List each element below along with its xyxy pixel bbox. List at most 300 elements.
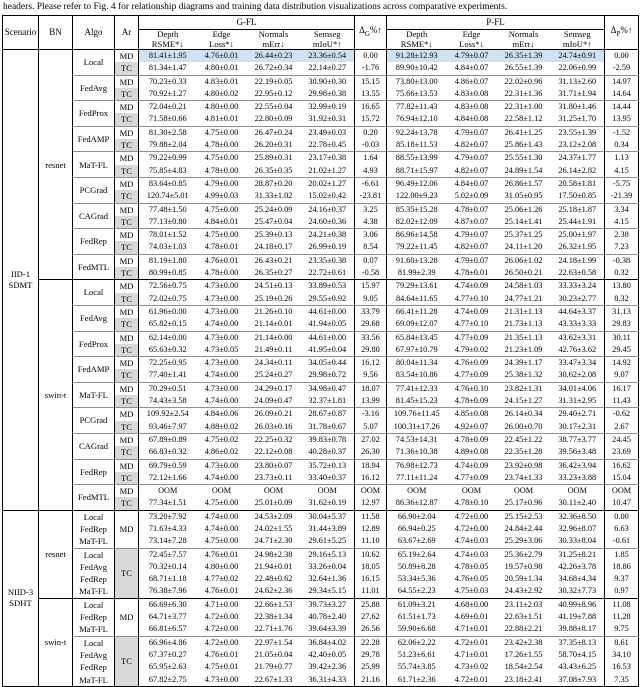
delta-p-value: 14.64	[612, 88, 631, 98]
gfl-value: 4.80±0.01	[204, 63, 239, 73]
gfl-value: 4.76±0.01	[204, 549, 239, 559]
pfl-value: 77.41±12.33	[395, 383, 438, 393]
delta-p-value: 4.15	[614, 216, 629, 226]
pfl-value: 23.82±1.31	[504, 383, 543, 393]
pfl-value: 86.96±14.58	[395, 230, 438, 240]
col-header-gfl-edge: Edge Loss*↓	[209, 29, 234, 49]
gfl-value: 34.98±0.47	[301, 382, 355, 395]
gfl-value: 26.35±0.27	[254, 268, 293, 278]
gfl-value: 67.82±2.75	[148, 674, 187, 684]
delta-p-value: 1.85	[614, 549, 629, 559]
pfl-value: 58.70±4.15	[551, 649, 605, 661]
table-row	[3, 585, 639, 598]
ar-label: TC	[115, 369, 139, 382]
algo-label: MaT-FL	[73, 585, 115, 598]
delta-p-value: 11.08	[612, 599, 631, 609]
pfl-value: 4.82±0.07	[454, 140, 489, 150]
pfl-value: 67.97±10.79	[395, 344, 438, 354]
pfl-value: 26.06±1.02	[504, 255, 543, 265]
algo-label: FedRep	[73, 459, 115, 485]
gfl-value: 23.80±0.07	[254, 460, 293, 470]
gfl-value: 4.72±0.00	[204, 612, 239, 622]
gfl-value: 29.98±0.72	[301, 369, 355, 382]
delta-p-value: 9.37	[614, 574, 629, 584]
pfl-value: 22.31±1.36	[504, 88, 543, 98]
gfl-value: 26.72±0.34	[254, 63, 293, 73]
ar-label: MD	[115, 177, 139, 190]
pfl-value: 23.74±1.33	[504, 472, 543, 482]
gfl-value: 24.21±0.38	[301, 229, 355, 242]
pfl-value: 4.71±0.01	[454, 649, 489, 659]
table-row	[3, 50, 639, 63]
gfl-value: 79.88±2.04	[148, 140, 187, 150]
pfl-value: 81.99±2.39	[397, 268, 436, 278]
gfl-value: 67.89±0.89	[148, 434, 187, 444]
delta-g-value: OOM	[355, 485, 387, 498]
pfl-value: 4.78±0.10	[454, 498, 489, 508]
pfl-value: 76.94±12.10	[395, 114, 438, 124]
pfl-value: 42.76±3.62	[551, 344, 605, 357]
pfl-value: 109.76±11.45	[393, 409, 440, 419]
pfl-value: 31.13±2.60	[551, 75, 605, 88]
table-row	[3, 561, 639, 573]
pfl-value: 79.29±13.61	[395, 281, 438, 291]
pfl-value: 100.31±17.26	[393, 421, 440, 431]
delta-p-value: 15.04	[612, 472, 631, 482]
table-row	[3, 408, 639, 421]
pfl-value: 25.06±1.26	[504, 204, 543, 214]
gfl-value: 23.36±0.54	[301, 50, 355, 63]
pfl-value: 20.59±1.34	[504, 574, 543, 584]
gfl-value: 36.31±4.33	[301, 674, 355, 687]
delta-p-value: 13.80	[612, 281, 631, 291]
pfl-value: 96.49±12.06	[395, 178, 438, 188]
delta-p-value: 8.61	[614, 637, 629, 647]
delta-g-value: 3.25	[355, 203, 387, 216]
table-row	[3, 623, 639, 636]
delta-p-value: 14.44	[612, 102, 631, 112]
pfl-value: 80.04±11.34	[395, 358, 438, 368]
pfl-value: 31.80±1.46	[551, 101, 605, 114]
gfl-value: 39.73±3.27	[301, 598, 355, 611]
pfl-value: 59.90±6.68	[397, 624, 436, 634]
pfl-value: 22.35±1.28	[504, 447, 543, 457]
gfl-value: 29.61±5.25	[301, 535, 355, 548]
pfl-value: 4.76±0.05	[454, 574, 489, 584]
pfl-value: 84.64±11.65	[395, 293, 438, 303]
pfl-value: 22.88±2.21	[504, 624, 543, 634]
gfl-value: 22.19±0.05	[254, 76, 293, 86]
pfl-value: 86.36±12.87	[395, 498, 438, 508]
pfl-value: 25.18±1.87	[551, 203, 605, 216]
gfl-value: 4.73±0.00	[204, 306, 239, 316]
gfl-value: 41.94±0.05	[301, 318, 355, 331]
pfl-value: 26.32±1.95	[551, 241, 605, 254]
gfl-value: 62.14±0.00	[148, 332, 187, 342]
gfl-value: 21.49±0.11	[254, 344, 293, 354]
gfl-value: 22.72±0.61	[301, 267, 355, 280]
gfl-value: 74.03±1.03	[148, 242, 187, 252]
gfl-value: 21.14±0.00	[254, 332, 293, 342]
delta-g-value: 21.16	[355, 674, 387, 687]
gfl-value: 22.66±1.53	[254, 599, 293, 609]
gfl-value: 33.26±0.04	[301, 561, 355, 573]
pfl-value: 63.67±2.69	[397, 536, 436, 546]
gfl-value: 120.74±5.01	[146, 191, 189, 201]
table-row	[3, 254, 639, 267]
table-row	[3, 649, 639, 661]
gfl-value: 72.02±0.75	[148, 293, 187, 303]
gfl-value: 83.64±0.85	[148, 178, 187, 188]
pfl-value: 43.62±3.31	[551, 331, 605, 344]
delta-g-value: 11.58	[355, 510, 387, 523]
pfl-value: 23.42±2.38	[504, 637, 543, 647]
pfl-value: 92.24±13.78	[395, 127, 438, 137]
gfl-value: 39.64±3.39	[301, 623, 355, 636]
pfl-value: 31.05±0.95	[504, 191, 543, 201]
pfl-value: 26.55±1.39	[504, 63, 543, 73]
pfl-value: 4.77±0.09	[454, 370, 489, 380]
algo-label: FedAMP	[73, 357, 115, 383]
pfl-value: 71.36±10.38	[395, 447, 438, 457]
pfl-value: 26.86±1.57	[504, 178, 543, 188]
delta-g-value: 11.01	[355, 585, 387, 598]
gfl-value: 31.33±1.02	[254, 191, 293, 201]
gfl-value: 4.78±0.01	[204, 242, 239, 252]
gfl-value: 24.51±0.13	[254, 281, 293, 291]
delta-g-value: 33.56	[355, 331, 387, 344]
delta-p-value: -2.59	[612, 63, 631, 73]
gfl-value: 22.14±0.27	[301, 62, 355, 75]
delta-g-value: 29.78	[355, 649, 387, 661]
pfl-value: 73.80±13.00	[395, 76, 438, 86]
delta-g-value: 9.05	[355, 293, 387, 306]
pfl-value: 26.00±0.70	[504, 421, 543, 431]
algo-label: MaT-FL	[73, 623, 115, 636]
gfl-value: 71.58±0.66	[148, 114, 187, 124]
pfl-value: 24.89±1.54	[504, 165, 543, 175]
gfl-value: 109.92±2.54	[146, 409, 189, 419]
pfl-value: 91.28±12.93	[387, 50, 447, 63]
gfl-value: 81.41±1.95	[139, 50, 197, 63]
pfl-value: 25.55±1.30	[504, 153, 543, 163]
delta-p-value: 13.95	[612, 114, 631, 124]
pfl-value: 4.72±0.00	[454, 523, 489, 533]
pfl-value: 23.11±2.03	[504, 599, 543, 609]
ar-label: MD	[115, 331, 139, 344]
gfl-value: 72.25±0.95	[148, 358, 187, 368]
gfl-value: 73.14±7.28	[148, 536, 187, 546]
gfl-value: 26.44±0.23	[247, 50, 301, 63]
table-body	[3, 50, 639, 687]
gfl-value: 4.75±0.00	[204, 204, 239, 214]
gfl-value: 79.22±0.99	[148, 153, 187, 163]
ar-label: MD	[115, 152, 139, 165]
gfl-value: 66.81±6.57	[148, 624, 187, 634]
gfl-value: 22.12±0.08	[254, 447, 293, 457]
delta-p-value: 4.15	[614, 165, 629, 175]
delta-g-value: 5.07	[355, 421, 387, 434]
col-header-delta-p: $\Delta_P\%↑$	[610, 25, 633, 38]
delta-g-value: 10.62	[355, 548, 387, 561]
gfl-value: 68.71±1.18	[148, 574, 187, 584]
gfl-value: 77.40±1.41	[148, 370, 187, 380]
pfl-value: 30.62±2.08	[551, 369, 605, 382]
delta-g-value: 0.07	[355, 254, 387, 267]
gfl-value: 4.99±0.03	[204, 191, 239, 201]
delta-p-value: 14.92	[612, 358, 631, 368]
pfl-value: 4.83±0.08	[454, 102, 489, 112]
gfl-value: 23.73±0.11	[254, 472, 293, 482]
pfl-value: 26.50±0.21	[504, 268, 543, 278]
delta-g-value: 16.12	[355, 472, 387, 485]
delta-p-value: 31.13	[612, 306, 631, 316]
gfl-value: 4.79±0.00	[204, 178, 239, 188]
gfl-value: 75.85±4.83	[148, 165, 187, 175]
ar-label: TC	[115, 113, 139, 126]
pfl-value: 42.26±3.78	[551, 561, 605, 573]
delta-g-value: 29.68	[355, 318, 387, 331]
pfl-value: 39.56±3.48	[551, 446, 605, 459]
gfl-value: 25.89±0.31	[254, 153, 293, 163]
delta-g-value: 27.02	[355, 433, 387, 446]
pfl-value: OOM	[551, 485, 605, 498]
gfl-value: 4.84±0.01	[204, 216, 239, 226]
col-group-gfl: G-FL	[139, 16, 355, 30]
gfl-value: 4.77±0.02	[204, 574, 239, 584]
pfl-value: 25.86±1.43	[504, 140, 543, 150]
pfl-value: 4.87±0.07	[454, 216, 489, 226]
gfl-value: 78.01±1.52	[148, 230, 187, 240]
pfl-value: 38.77±3.77	[551, 433, 605, 446]
gfl-value: 4.78±0.00	[204, 140, 239, 150]
algo-label: MaT-FL	[73, 535, 115, 548]
pfl-value: OOM	[407, 486, 427, 496]
gfl-value: 26.43±0.21	[254, 255, 293, 265]
delta-p-value: 0.97	[614, 586, 629, 596]
delta-g-value: 16.15	[355, 573, 387, 585]
delta-p-value: 6.63	[614, 523, 629, 533]
gfl-value: 44.61±0.00	[301, 305, 355, 318]
pfl-value: 34.01±4.06	[551, 382, 605, 395]
gfl-value: 4.76±0.01	[204, 649, 239, 659]
pfl-value: 22.02±0.96	[504, 76, 543, 86]
pfl-value: 24.43±2.92	[504, 586, 543, 596]
delta-g-value: 0.00	[355, 50, 387, 63]
pfl-value: 85.18±11.53	[395, 140, 438, 150]
delta-g-value: -6.61	[355, 177, 387, 190]
gfl-value: 24.60±0.36	[301, 216, 355, 229]
pfl-value: 69.09±12.07	[395, 319, 438, 329]
gfl-value: 4.76±0.01	[204, 255, 239, 265]
gfl-value: 4.75±0.00	[204, 127, 239, 137]
gfl-value: 22.71±1.76	[254, 624, 293, 634]
pfl-value: 33.23±3.88	[551, 472, 605, 485]
gfl-value: 81.19±1.80	[148, 255, 187, 265]
gfl-value: 34.05±0.44	[301, 357, 355, 370]
gfl-value: 65.95±2.63	[148, 662, 187, 672]
pfl-value: 4.78±0.09	[454, 434, 489, 444]
delta-g-value: 16.65	[355, 101, 387, 114]
algo-label: FedMTL	[73, 254, 115, 280]
gfl-value: 80.99±0.85	[148, 268, 187, 278]
delta-g-value: 9.56	[355, 369, 387, 382]
gfl-value: 30.90±0.30	[301, 75, 355, 88]
gfl-value: 4.81±0.01	[204, 114, 239, 124]
pfl-value: 88.71±15.97	[395, 165, 438, 175]
gfl-value: 32.37±1.81	[301, 395, 355, 408]
delta-g-value: 15.97	[355, 280, 387, 293]
pfl-value: 17.26±1.55	[504, 649, 543, 659]
gfl-value: 35.72±0.13	[301, 459, 355, 472]
pfl-value: 44.64±3.37	[551, 305, 605, 318]
pfl-value: 77.11±11.24	[396, 472, 438, 482]
delta-g-value: 1.64	[355, 152, 387, 165]
col-header-scenario: Scenario	[3, 16, 39, 50]
pfl-value: 4.84±0.07	[454, 178, 489, 188]
pfl-value: 25.38±1.32	[504, 370, 543, 380]
pfl-value: 4.75±0.03	[454, 586, 489, 596]
delta-p-value: 24.45	[612, 434, 631, 444]
pfl-value: 37.08±7.93	[551, 674, 605, 687]
gfl-value: 31.78±0.67	[301, 421, 355, 434]
table-row	[3, 331, 639, 344]
gfl-value: 70.29±0.51	[148, 383, 187, 393]
pfl-value: 89.90±10.42	[395, 63, 438, 73]
gfl-value: 69.79±0.59	[148, 460, 187, 470]
pfl-value: 61.71±2.36	[397, 674, 436, 684]
pfl-value: 22.31±1.00	[504, 102, 543, 112]
gfl-value: 41.95±0.04	[301, 344, 355, 357]
gfl-value: 4.74±0.00	[204, 523, 239, 533]
gfl-value: 20.02±1.27	[301, 177, 355, 190]
algo-label: Local	[73, 598, 115, 611]
gfl-value: 31.92±0.31	[301, 113, 355, 126]
pfl-value: 4.84±0.07	[454, 63, 489, 73]
delta-g-value: 29.80	[355, 344, 387, 357]
gfl-value: 44.61±0.00	[301, 331, 355, 344]
col-header-algo: Algo	[73, 16, 115, 50]
pfl-value: 61.09±3.21	[397, 599, 436, 609]
gfl-value: 70.92±1.27	[148, 88, 187, 98]
delta-p-value: -0.61	[612, 536, 631, 546]
gfl-value: 23.49±0.03	[301, 126, 355, 139]
gfl-value: 65.63±0.32	[148, 344, 187, 354]
pfl-value: 29.40±2.71	[551, 408, 605, 421]
col-header-gfl-semseg: Semseg mIoU*↑	[301, 30, 355, 50]
pfl-value: 4.72±0.00	[454, 511, 489, 521]
pfl-value: 24.37±1.77	[551, 152, 605, 165]
pfl-value: 4.89±0.08	[454, 447, 489, 457]
delta-g-value: 26.56	[355, 623, 387, 636]
gfl-value: 25.24±0.09	[254, 204, 293, 214]
gfl-value: 67.37±0.27	[148, 649, 187, 659]
table-row	[3, 598, 639, 611]
algo-label: Local	[73, 636, 115, 649]
gfl-value: 66.83±0.32	[148, 447, 187, 457]
pfl-value: 25.17±0.96	[504, 498, 543, 508]
delta-g-value: 12.97	[355, 497, 387, 510]
gfl-value: 4.78±0.00	[204, 165, 239, 175]
delta-g-value: -0.58	[355, 267, 387, 280]
table-row	[3, 152, 639, 165]
pfl-value: 4.71±0.01	[454, 624, 489, 634]
gfl-value: 26.20±0.31	[254, 140, 293, 150]
col-header-ar: Ar	[115, 16, 139, 50]
gfl-value: 22.38±1.34	[254, 612, 293, 622]
delta-p-value: OOM	[611, 486, 632, 496]
ar-label: MD	[115, 50, 139, 63]
pfl-value: 37.35±8.13	[551, 636, 605, 649]
ar-label: TC	[115, 636, 139, 686]
pfl-value: 33.33±3.24	[551, 280, 605, 293]
table-row	[3, 280, 639, 293]
ar-label: MD	[115, 510, 139, 548]
pfl-value: 22.06±0.99	[551, 62, 605, 75]
pfl-value: 25.36±2.79	[504, 549, 543, 559]
gfl-value: 24.09±0.47	[254, 396, 293, 406]
delta-p-value: 2.67	[614, 421, 629, 431]
table-caption: headers. Please refer to Fig. 4 for relationship diagrams and training data distribution visualizations across comparative experiments.	[3, 2, 508, 12]
gfl-value: 4.74±0.00	[204, 396, 239, 406]
delta-g-value: -1.76	[355, 62, 387, 75]
gfl-value: 21.05±0.04	[254, 649, 293, 659]
gfl-value: 21.26±0.10	[254, 306, 293, 316]
gfl-value: 22.78±0.45	[301, 139, 355, 152]
gfl-value: 4.73±0.05	[204, 344, 239, 354]
pfl-value: 22.63±0.58	[551, 267, 605, 280]
gfl-value: 21.02±1.27	[301, 165, 355, 178]
ar-label: MD	[115, 459, 139, 472]
gfl-value: 28.87±0.20	[254, 178, 293, 188]
gfl-value: 24.18±0.17	[254, 242, 293, 252]
gfl-value: 4.73±0.00	[204, 358, 239, 368]
gfl-value: 93.46±7.97	[148, 421, 187, 431]
pfl-value: 24.18±1.99	[551, 254, 605, 267]
algo-label: PCGrad	[73, 177, 115, 203]
pfl-value: 31.31±2.95	[551, 395, 605, 408]
delta-p-value: 29.45	[612, 344, 631, 354]
gfl-value: 24.71±2.30	[254, 536, 293, 546]
gfl-value: 29.98±0.38	[301, 88, 355, 101]
table-row	[3, 126, 639, 139]
delta-g-value: 33.79	[355, 305, 387, 318]
gfl-value: 4.86±0.02	[204, 447, 239, 457]
delta-p-value: -0.62	[612, 409, 631, 419]
delta-g-value: 15.15	[355, 75, 387, 88]
delta-p-value: 11.43	[612, 396, 631, 406]
delta-p-value: 1.13	[614, 153, 629, 163]
algo-label: FedAvg	[73, 649, 115, 661]
ar-label: MD	[115, 229, 139, 242]
algo-label: FedRep	[73, 611, 115, 623]
delta-p-value: 0.34	[614, 140, 629, 150]
gfl-value: 24.02±1.55	[254, 523, 293, 533]
table-row	[3, 535, 639, 548]
algo-label: CAGrad	[73, 203, 115, 229]
results-table	[2, 15, 639, 687]
gfl-value: OOM	[301, 485, 355, 498]
table-row	[3, 382, 639, 395]
gfl-value: 4.74±0.00	[204, 370, 239, 380]
gfl-value: 39.83±0.78	[301, 433, 355, 446]
pfl-value: 66.90±2.04	[397, 511, 436, 521]
gfl-value: 4.75±0.00	[204, 498, 239, 508]
gfl-value: 4.88±0.02	[204, 421, 239, 431]
group-header-row	[3, 16, 639, 30]
gfl-value: 33.40±0.37	[301, 472, 355, 485]
pfl-value: 5.02±0.09	[454, 191, 489, 201]
